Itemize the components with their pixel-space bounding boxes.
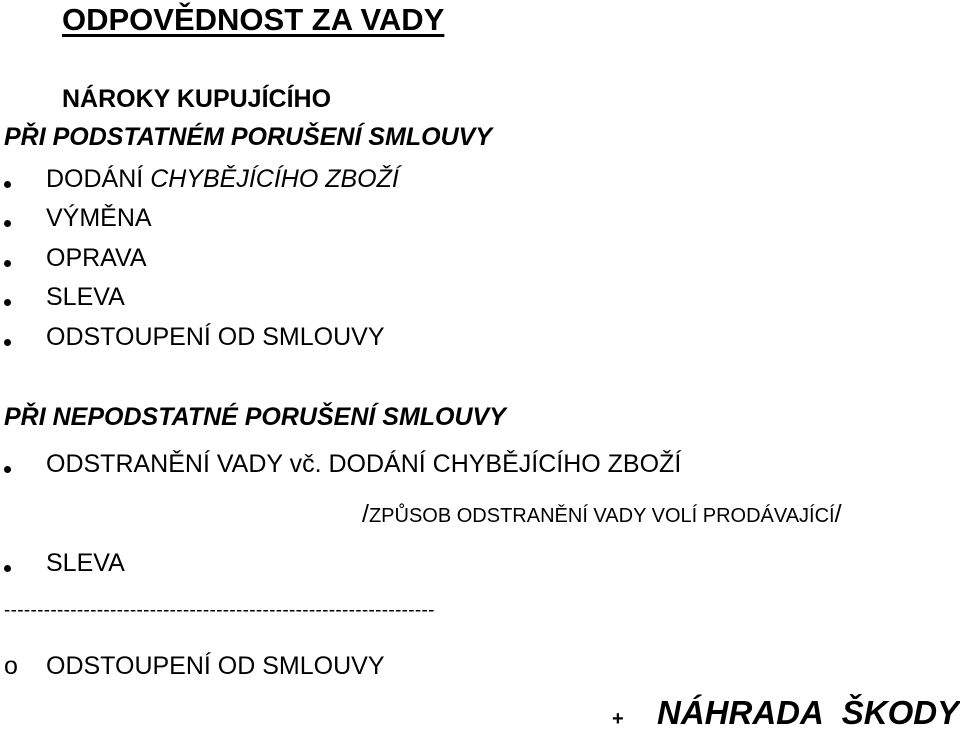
section1-heading: PŘI PODSTATNÉM PORUŠENÍ SMLOUVY	[4, 123, 493, 151]
section2-heading: PŘI NEPODSTATNÉ PORUŠENÍ SMLOUVY	[4, 403, 506, 431]
bullet-icon	[4, 339, 11, 346]
list-item: OPRAVA	[46, 244, 147, 272]
list-item-text: DODÁNÍ	[46, 165, 151, 193]
bullet-icon	[4, 466, 11, 473]
list-item-italic-text: CHYBĚJÍCÍHO ZBOŽÍ	[150, 165, 399, 193]
list-item: ODSTOUPENÍ OD SMLOUVY	[46, 323, 385, 351]
damages-label: NÁHRADA ŠKODY	[657, 694, 960, 731]
note	[362, 500, 842, 529]
bullet-icon	[4, 220, 11, 227]
plus-sign: +	[612, 708, 624, 730]
list-item: SLEVA	[46, 283, 125, 311]
separator: -----------------------------------------------------------------	[4, 600, 435, 621]
list-item: SLEVA	[46, 549, 125, 577]
list-item: VÝMĚNA	[46, 204, 152, 232]
list-item	[46, 165, 399, 194]
note-slash: /	[362, 500, 369, 528]
subtitle: NÁROKY KUPUJÍCÍHO	[62, 85, 332, 113]
page-title: ODPOVĚDNOST ZA VADY	[62, 2, 445, 37]
note-text: ZPŮSOB ODSTRANĚNÍ VADY VOLÍ PRODÁVAJÍCÍ	[368, 505, 835, 527]
alternative-item: ODSTOUPENÍ OD SMLOUVY	[46, 652, 385, 680]
bullet-icon	[4, 181, 11, 188]
note-slash: /	[834, 500, 842, 528]
bullet-icon	[4, 565, 11, 572]
circle-marker-icon: o	[4, 652, 18, 680]
bullet-icon	[4, 299, 11, 306]
list-item: ODSTRANĚNÍ VADY vč. DODÁNÍ CHYBĚJÍCÍHO ZBOŽÍ	[46, 450, 682, 478]
bullet-icon	[4, 260, 11, 267]
